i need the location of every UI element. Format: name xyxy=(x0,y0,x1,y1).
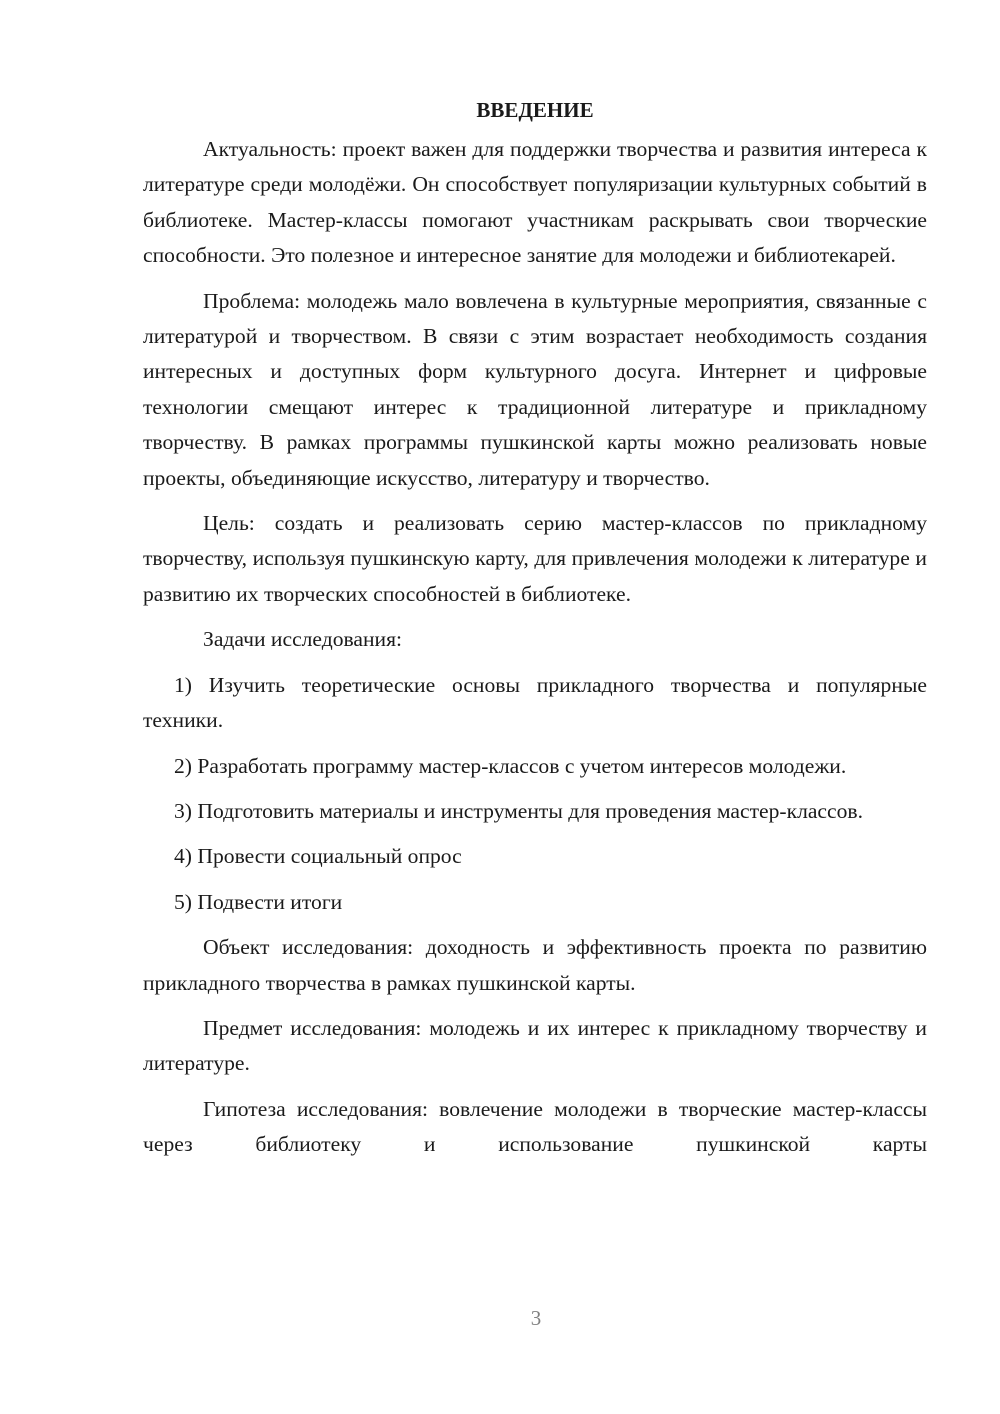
task-item-5: 5) Подвести итоги xyxy=(174,889,343,914)
page-number: 3 xyxy=(530,1306,542,1330)
task-item-2: 2) Разработать программу мастер-классов с учетом интересов молодежи. xyxy=(174,753,847,778)
goal-paragraph: Цель: создать и реализовать серию мастер-классов по прикладному творчеству, используя пушкинскую карту, для привлечения молодежи к литературе и развитию их творческих способностей в библиотеке. xyxy=(143,511,927,606)
task-item-4: 4) Провести социальный опрос xyxy=(174,844,462,869)
hypothesis-paragraph: Гипотеза исследования: вовлечение молодежи в творческие мастер-классы через библиотеку и использование пушкинской карты xyxy=(143,1096,927,1157)
tasks-heading: Задачи исследования: xyxy=(203,627,403,652)
relevance-paragraph: Актуальность: проект важен для поддержки творчества и развития интереса к литературе среди молодёжи. Он способствует популяризации культурных событий в библиотеке. Мастер-классы помогают участникам раскрывать свои творческие способности. Это полезное и интересное занятие для молодежи и библиотекарей. xyxy=(143,137,927,268)
task-item-1: 1) Изучить теоретические основы прикладного творчества и популярные техники. xyxy=(143,672,927,733)
object-paragraph: Объект исследования: доходность и эффективность проекта по развитию прикладного творчества в рамках пушкинской карты. xyxy=(143,935,927,995)
task-item-3: 3) Подготовить материалы и инструменты для проведения мастер-классов. xyxy=(174,798,863,823)
problem-paragraph: Проблема: молодежь мало вовлечена в культурные мероприятия, связанные с литературой и творчеством. В связи с этим возрастает необходимость создания интересных и доступных форм культурного досуга. Интернет и цифровые технологии смещают интерес к традиционной литературе и прикладному творчеству. В рамках программы пушкинской карты можно реализовать новые проекты, объединяющие искусство, литературу и творчество. xyxy=(143,288,927,490)
section-title: ВВЕДЕНИЕ xyxy=(476,98,594,122)
subject-paragraph: Предмет исследования: молодежь и их интерес к прикладному творчеству и литературе. xyxy=(143,1015,927,1076)
document-page xyxy=(143,90,927,1173)
